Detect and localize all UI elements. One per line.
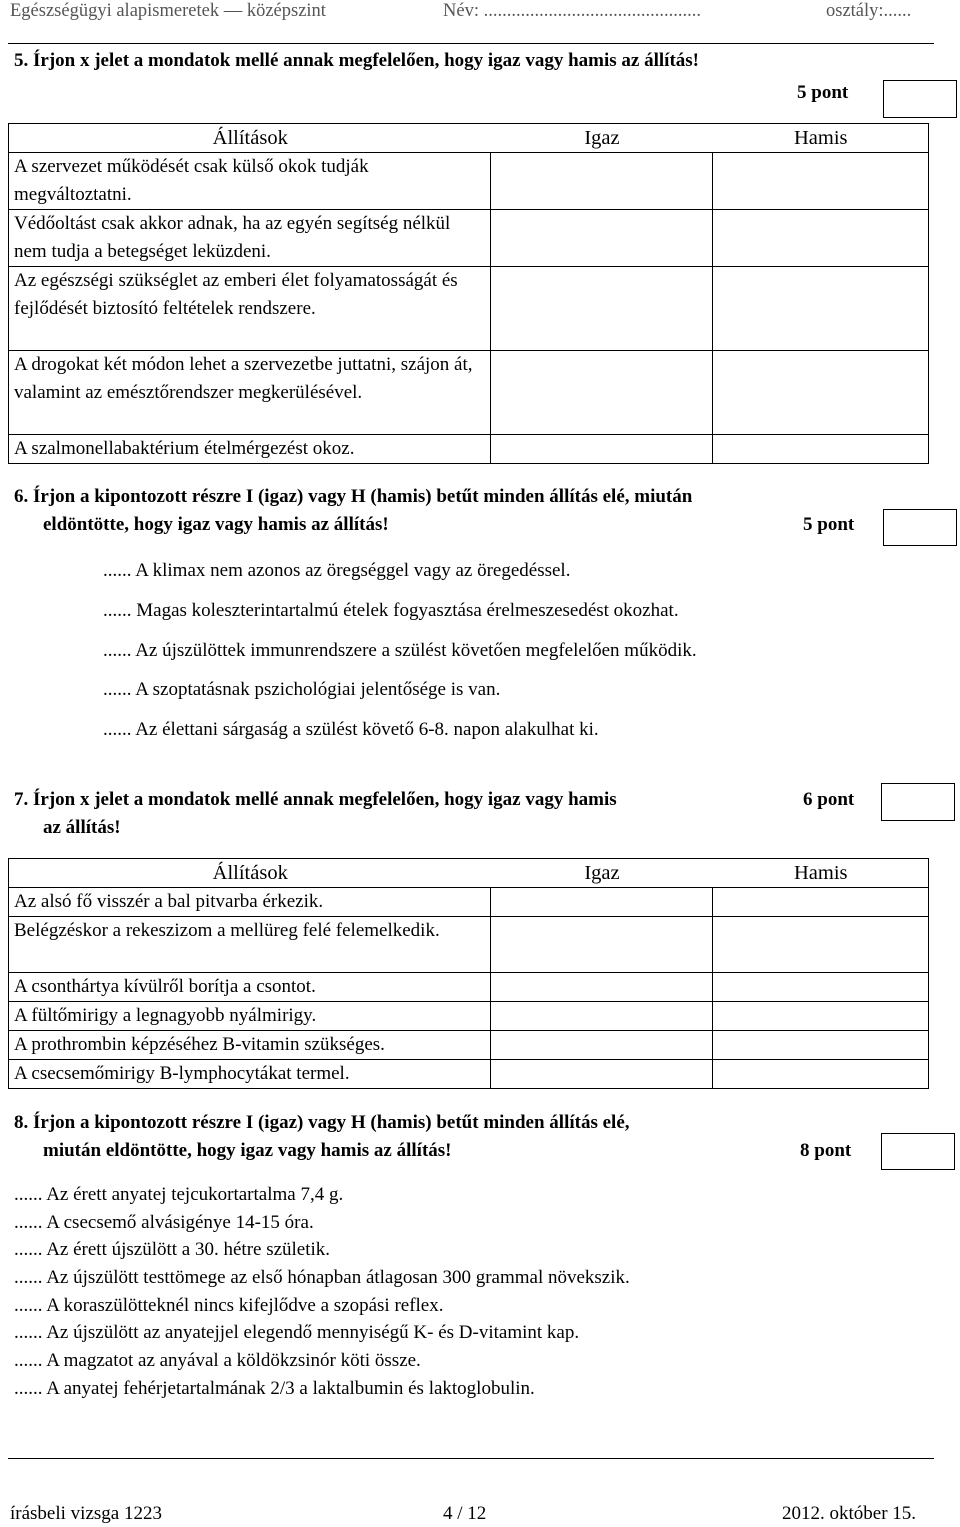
statement-cell: Belégzéskor a rekeszizom a mellüreg felé felemelkedik.: [9, 917, 491, 973]
q8-title: 8. Írjon a kipontozott részre I (igaz) vagy H (hamis) betűt minden állítás elé,: [14, 1112, 630, 1133]
false-cell[interactable]: [713, 210, 929, 267]
statement-cell: A szervezet működését csak külső okok tudják megváltoztatni.: [9, 153, 491, 210]
list-item[interactable]: ...... Az újszülött az anyatejjel elegendő mennyiségű K- és D-vitamint kap.: [14, 1322, 580, 1343]
false-cell[interactable]: [713, 888, 929, 917]
statement-cell: A prothrombin képzéséhez B-vitamin szükséges.: [9, 1031, 491, 1060]
col-header-statements: Állítások: [9, 124, 491, 153]
col-header-false: Hamis: [713, 859, 929, 888]
list-item[interactable]: ...... A szoptatásnak pszichológiai jelentősége is van.: [103, 679, 501, 700]
q5-title: 5. Írjon x jelet a mondatok mellé annak megfelelően, hogy igaz vagy hamis az állítás!: [14, 50, 700, 71]
false-cell[interactable]: [713, 973, 929, 1002]
footer-date: 2012. október 15.: [782, 1503, 917, 1524]
col-header-false: Hamis: [713, 124, 929, 153]
footer-rule: [8, 1458, 934, 1459]
q7-table: [8, 858, 929, 1089]
q8-score-box[interactable]: [881, 1133, 955, 1170]
table-row: [9, 153, 929, 210]
true-cell[interactable]: [491, 267, 713, 351]
true-cell[interactable]: [491, 1060, 713, 1089]
q7-score-box[interactable]: [881, 783, 955, 821]
statement-cell: A csecsemőmirigy B-lymphocytákat termel.: [9, 1060, 491, 1089]
col-header-true: Igaz: [491, 859, 713, 888]
q8-title-cont: miután eldöntötte, hogy igaz vagy hamis az állítás!: [43, 1140, 452, 1161]
true-cell[interactable]: [491, 888, 713, 917]
statement-cell: Védőoltást csak akkor adnak, ha az egyén segítség nélkül nem tudja a betegséget leküzdeni.: [9, 210, 491, 267]
list-item[interactable]: ...... A anyatej fehérjetartalmának 2/3 a laktalbumin és laktoglobulin.: [14, 1378, 535, 1399]
q6-title: 6. Írjon a kipontozott részre I (igaz) vagy H (hamis) betűt minden állítás elé, miután: [14, 486, 693, 507]
table-header-row: [9, 124, 929, 153]
table-row: [9, 973, 929, 1002]
table-row: [9, 435, 929, 464]
true-cell[interactable]: [491, 1002, 713, 1031]
list-item[interactable]: ...... A koraszülötteknél nincs kifejlődve a szopási reflex.: [14, 1295, 444, 1316]
col-header-true: Igaz: [491, 124, 713, 153]
table-row: [9, 917, 929, 973]
q5-table: [8, 123, 929, 464]
true-cell[interactable]: [491, 1031, 713, 1060]
q6-title-cont: eldöntötte, hogy igaz vagy hamis az állítás!: [43, 514, 389, 535]
true-cell[interactable]: [491, 153, 713, 210]
false-cell[interactable]: [713, 153, 929, 210]
table-row: [9, 1002, 929, 1031]
table-row: [9, 1031, 929, 1060]
true-cell[interactable]: [491, 973, 713, 1002]
false-cell[interactable]: [713, 1002, 929, 1031]
true-cell[interactable]: [491, 435, 713, 464]
table-header-row: [9, 859, 929, 888]
false-cell[interactable]: [713, 1031, 929, 1060]
statement-cell: Az alsó fő visszér a bal pitvarba érkezik.: [9, 888, 491, 917]
footer-exam-code: írásbeli vizsga 1223: [10, 1503, 162, 1524]
list-item[interactable]: ...... Az érett anyatej tejcukortartalma 7,4 g.: [14, 1184, 344, 1205]
header-class-field: osztály:......: [826, 1, 912, 21]
list-item[interactable]: ...... Az élettani sárgaság a szülést követő 6-8. napon alakulhat ki.: [103, 719, 599, 740]
table-row: [9, 267, 929, 351]
list-item[interactable]: ...... Az újszülött testtömege az első hónapban átlagosan 300 grammal növekszik.: [14, 1267, 630, 1288]
statement-cell: A fültőmirigy a legnagyobb nyálmirigy.: [9, 1002, 491, 1031]
q7-title-cont: az állítás!: [43, 817, 121, 838]
list-item[interactable]: ...... A klimax nem azonos az öregséggel vagy az öregedéssel.: [103, 560, 571, 581]
table-row: [9, 888, 929, 917]
list-item[interactable]: ...... Magas koleszterintartalmú ételek fogyasztása érelmeszesedést okozhat.: [103, 600, 679, 621]
q6-points: 5 pont: [803, 514, 855, 535]
q6-score-box[interactable]: [883, 509, 957, 546]
list-item[interactable]: ...... Az újszülöttek immunrendszere a szülést követően megfelelően működik.: [103, 640, 697, 661]
statement-cell: A drogokat két módon lehet a szervezetbe juttatni, szájon át, valamint az emésztőrendszer megkerülésével.: [9, 351, 491, 435]
q7-title: 7. Írjon x jelet a mondatok mellé annak megfelelően, hogy igaz vagy hamis: [14, 789, 617, 810]
table-row: [9, 1060, 929, 1089]
false-cell[interactable]: [713, 1060, 929, 1089]
true-cell[interactable]: [491, 351, 713, 435]
list-item[interactable]: ...... A magzatot az anyával a köldökzsinór köti össze.: [14, 1350, 421, 1371]
list-item[interactable]: ...... A csecsemő alvásigénye 14-15 óra.: [14, 1212, 314, 1233]
false-cell[interactable]: [713, 351, 929, 435]
q7-points: 6 pont: [803, 789, 855, 810]
header-rule: [8, 43, 934, 44]
q5-score-box[interactable]: [883, 80, 957, 118]
list-item[interactable]: ...... Az érett újszülött a 30. hétre születik.: [14, 1239, 331, 1260]
table-row: [9, 210, 929, 267]
statement-cell: A csonthártya kívülről borítja a csontot.: [9, 973, 491, 1002]
table-row: [9, 351, 929, 435]
col-header-statements: Állítások: [9, 859, 491, 888]
header-subject: Egészségügyi alapismeretek — középszint: [10, 1, 326, 21]
false-cell[interactable]: [713, 267, 929, 351]
statement-cell: A szalmonellabaktérium ételmérgezést okoz.: [9, 435, 491, 464]
q8-points: 8 pont: [800, 1140, 852, 1161]
true-cell[interactable]: [491, 917, 713, 973]
statement-cell: Az egészségi szükséglet az emberi élet folyamatosságát és fejlődését biztosító feltételek rendszere.: [9, 267, 491, 351]
false-cell[interactable]: [713, 917, 929, 973]
header-name-field: Név: ...............................................: [443, 1, 701, 21]
false-cell[interactable]: [713, 435, 929, 464]
true-cell[interactable]: [491, 210, 713, 267]
q5-points: 5 pont: [797, 82, 849, 103]
footer-page-number: 4 / 12: [443, 1503, 487, 1524]
